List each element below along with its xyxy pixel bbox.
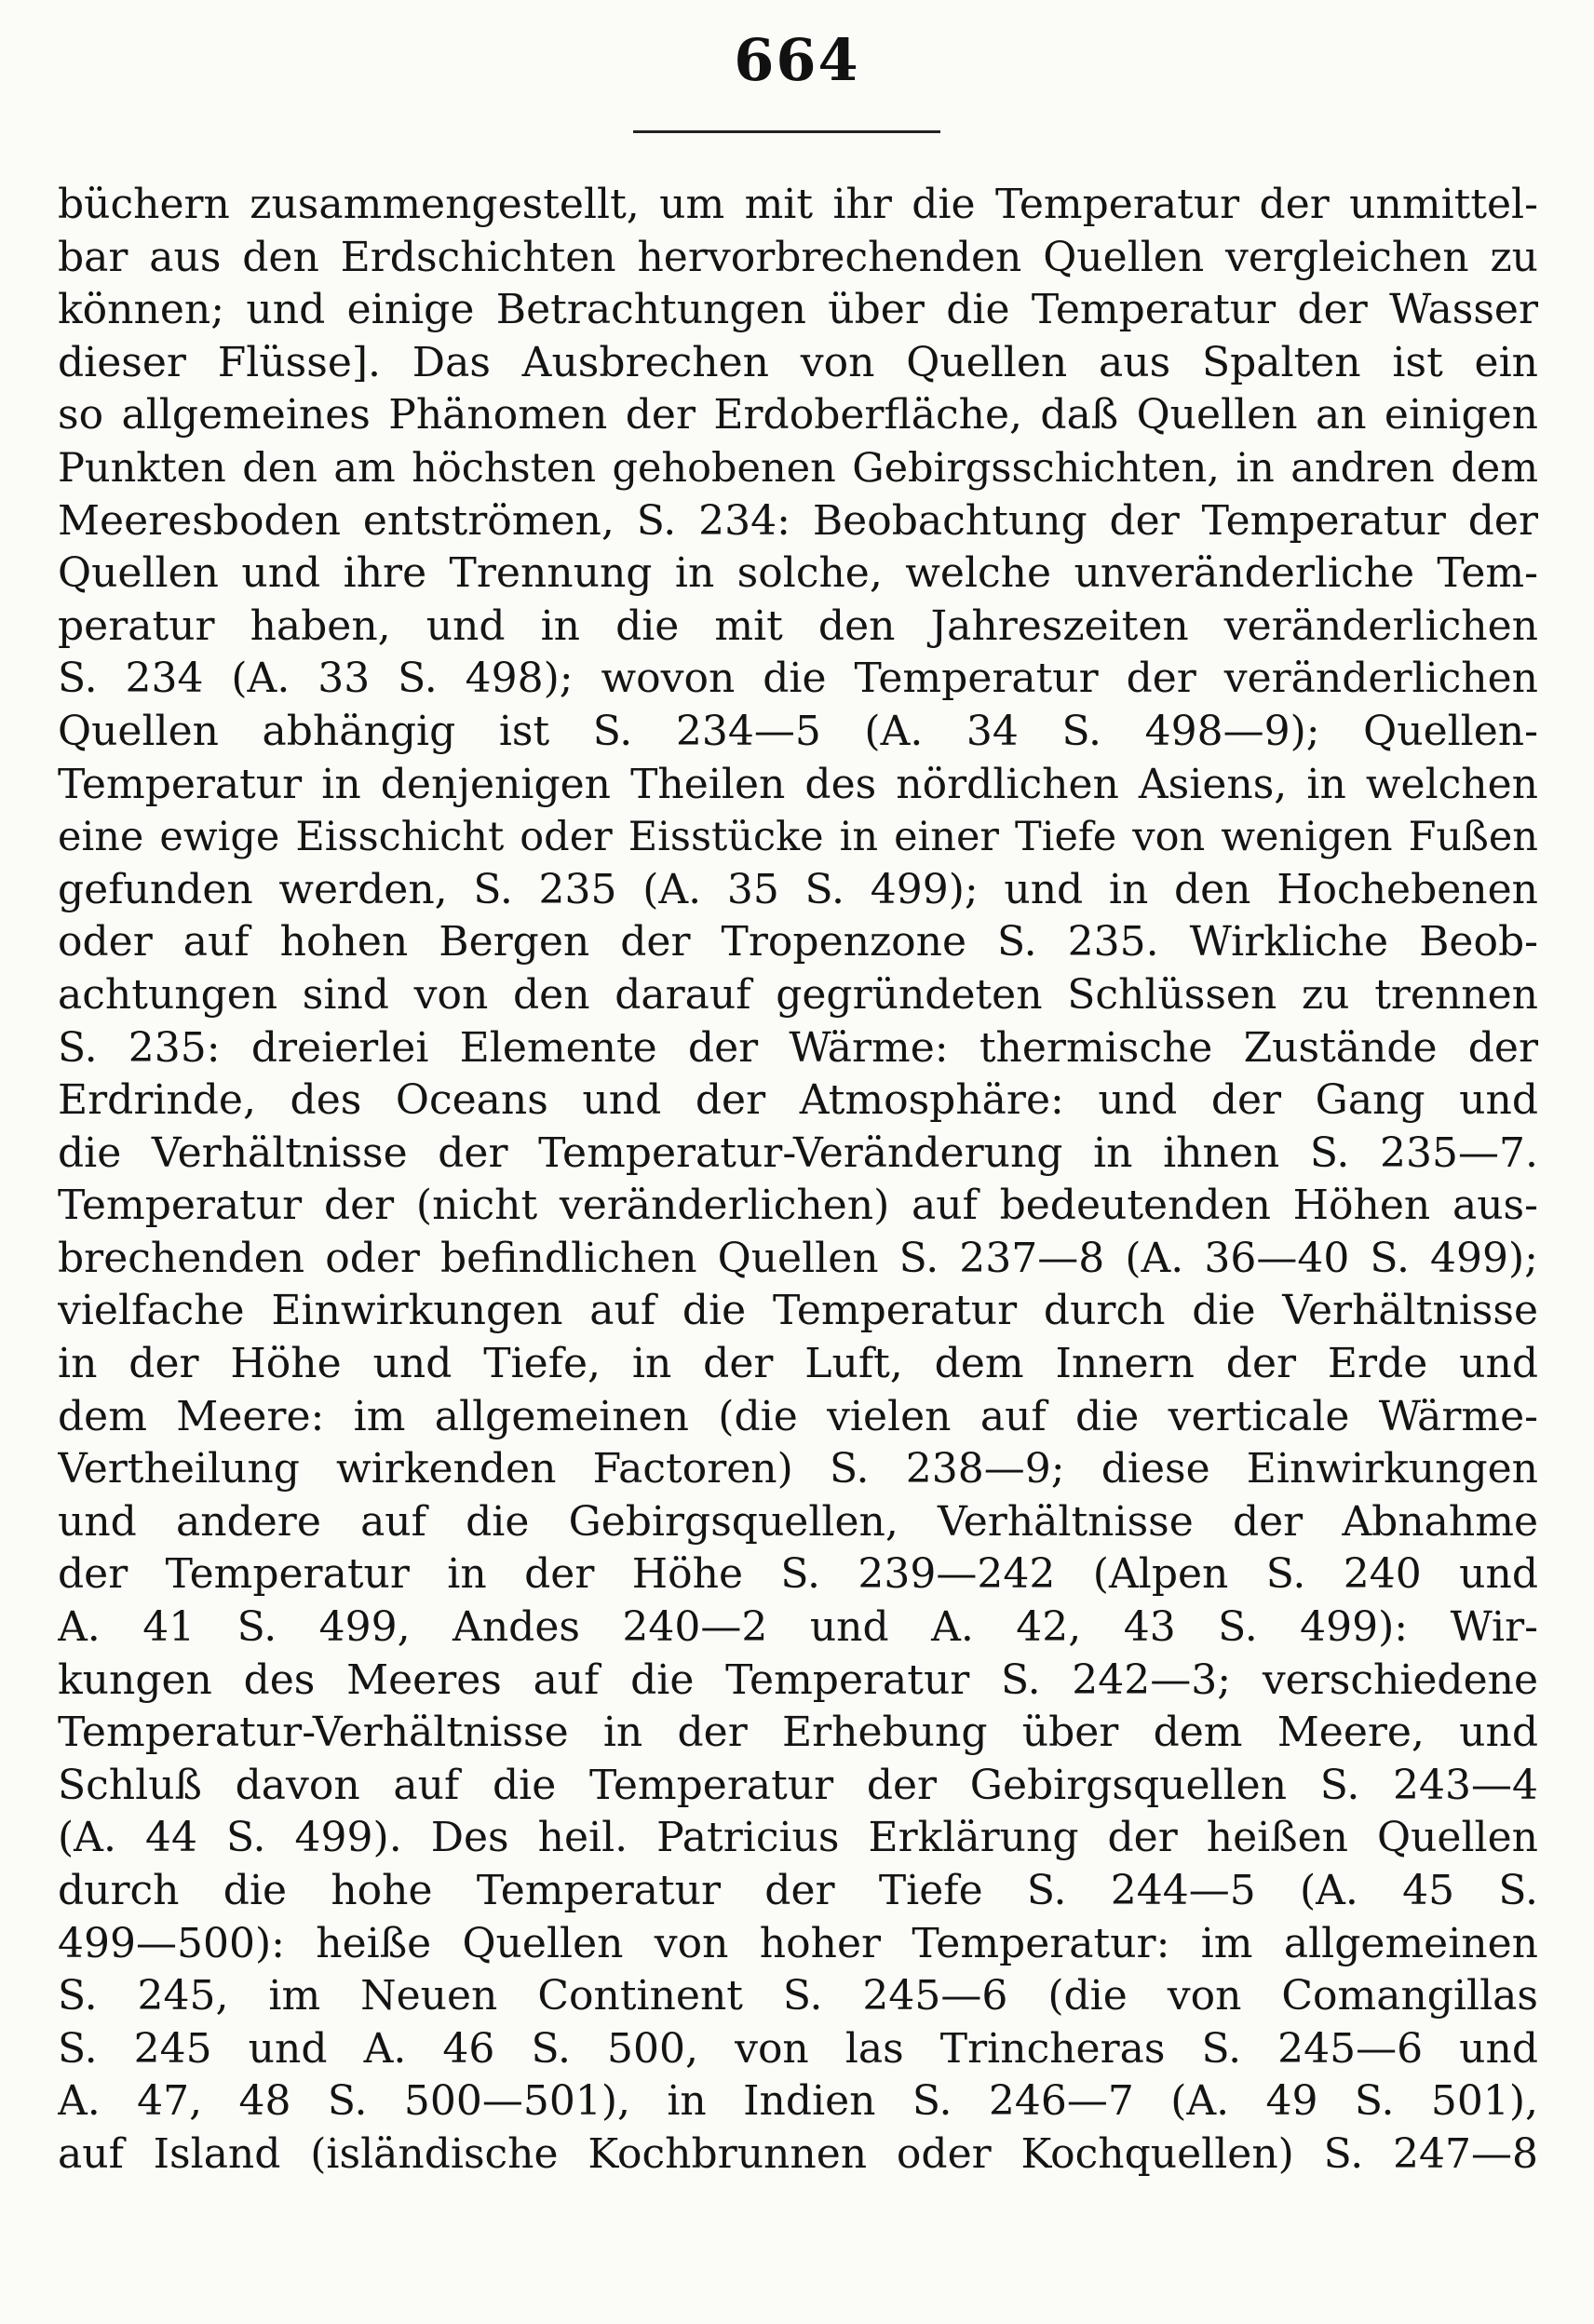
text-line: Quellen abhängig ist S. 234—5 (A. 34 S. 498—9); Quellen- — [58, 707, 1538, 755]
text-line: auf Island (isländische Kochbrunnen oder Kochquellen) S. 247—8 — [58, 2129, 1538, 2178]
text-line: und andere auf die Gebirgsquellen, Verhältnisse der Abnahme — [58, 1497, 1538, 1546]
text-line: eine ewige Eisschicht oder Eisstücke in einer Tiefe von wenigen Fußen — [58, 814, 1538, 861]
text-line: büchern zusammengestellt, um mit ihr die Temperatur der unmittel- — [58, 181, 1538, 228]
text-line: kungen des Meeres auf die Temperatur S. 242—3; verschiedene — [58, 1655, 1538, 1704]
text-line: dieser Flüsse]. Das Ausbrechen von Quellen aus Spalten ist ein — [58, 338, 1538, 386]
text-line: durch die hohe Temperatur der Tiefe S. 244—5 (A. 45 S. — [58, 1867, 1538, 1914]
text-line: Quellen und ihre Trennung in solche, welche unveränderliche Tem- — [58, 549, 1538, 598]
text-line: Temperatur in denjenigen Theilen des nördlichen Asiens, in welchen — [58, 760, 1538, 808]
text-line: Schluß davon auf die Temperatur der Gebirgsquellen S. 243—4 — [58, 1761, 1538, 1809]
text-line: bar aus den Erdschichten hervorbrechenden Quellen vergleichen zu — [58, 233, 1538, 281]
text-line: 499—500): heiße Quellen von hoher Temperatur: im allgemeinen — [58, 1919, 1538, 1967]
text-line: S. 234 (A. 33 S. 498); wovon die Temperatur der veränderlichen — [58, 655, 1538, 703]
text-line: der Temperatur in der Höhe S. 239—242 (Alpen S. 240 und — [58, 1550, 1538, 1599]
text-line: peratur haben, und in die mit den Jahreszeiten veränderlichen — [58, 601, 1538, 650]
text-line: in der Höhe und Tiefe, in der Luft, dem Innern der Erde und — [58, 1340, 1538, 1388]
text-line: Temperatur-Verhältnisse in der Erhebung über dem Meere, und — [58, 1709, 1538, 1757]
text-line: Vertheilung wirkenden Factoren) S. 238—9; diese Einwirkungen — [58, 1445, 1538, 1493]
text-line: achtungen sind von den darauf gegründeten Schlüssen zu trennen — [58, 970, 1538, 1019]
text-line: Erdrinde, des Oceans und der Atmosphäre: und der Gang und — [58, 1076, 1538, 1125]
text-line: dem Meere: im allgemeinen (die vielen auf die verticale Wärme- — [58, 1392, 1538, 1440]
header-rule — [633, 130, 940, 133]
text-line: A. 41 S. 499, Andes 240—2 und A. 42, 43 S. 499): Wir- — [58, 1603, 1538, 1652]
text-line: S. 235: dreierlei Elemente der Wärme: thermische Zustände der — [58, 1023, 1538, 1072]
text-line: Temperatur der (nicht veränderlichen) auf bedeutenden Höhen aus- — [58, 1182, 1538, 1230]
body-text — [58, 179, 1538, 2182]
text-line: A. 47, 48 S. 500—501), in Indien S. 246—7 (A. 49 S. 501), — [58, 2077, 1538, 2126]
text-line: vielfache Einwirkungen auf die Temperatur durch die Verhältnisse — [58, 1287, 1538, 1335]
text-line: (A. 44 S. 499). Des heil. Patricius Erklärung der heißen Quellen — [58, 1814, 1538, 1862]
text-line: S. 245, im Neuen Continent S. 245—6 (die von Comangillas — [58, 1972, 1538, 2020]
page-number: 664 — [734, 26, 860, 94]
text-line: S. 245 und A. 46 S. 500, von las Trincheras S. 245—6 und — [58, 2024, 1538, 2073]
text-line: gefunden werden, S. 235 (A. 35 S. 499); und in den Hochebenen — [58, 865, 1538, 913]
text-line: können; und einige Betrachtungen über die Temperatur der Wasser — [58, 286, 1538, 334]
text-line: die Verhältnisse der Temperatur-Veränderung in ihnen S. 235—7. — [58, 1128, 1538, 1177]
text-line: Meeresboden entströmen, S. 234: Beobachtung der Temperatur der — [58, 496, 1538, 545]
text-line: Punkten den am höchsten gehobenen Gebirgsschichten, in andren dem — [58, 444, 1538, 492]
text-line: oder auf hohen Bergen der Tropenzone S. 235. Wirkliche Beob- — [58, 918, 1538, 966]
text-line: so allgemeines Phänomen der Erdoberfläche, daß Quellen an einigen — [58, 391, 1538, 439]
text-line: brechenden oder befindlichen Quellen S. 237—8 (A. 36—40 S. 499); — [58, 1234, 1538, 1282]
